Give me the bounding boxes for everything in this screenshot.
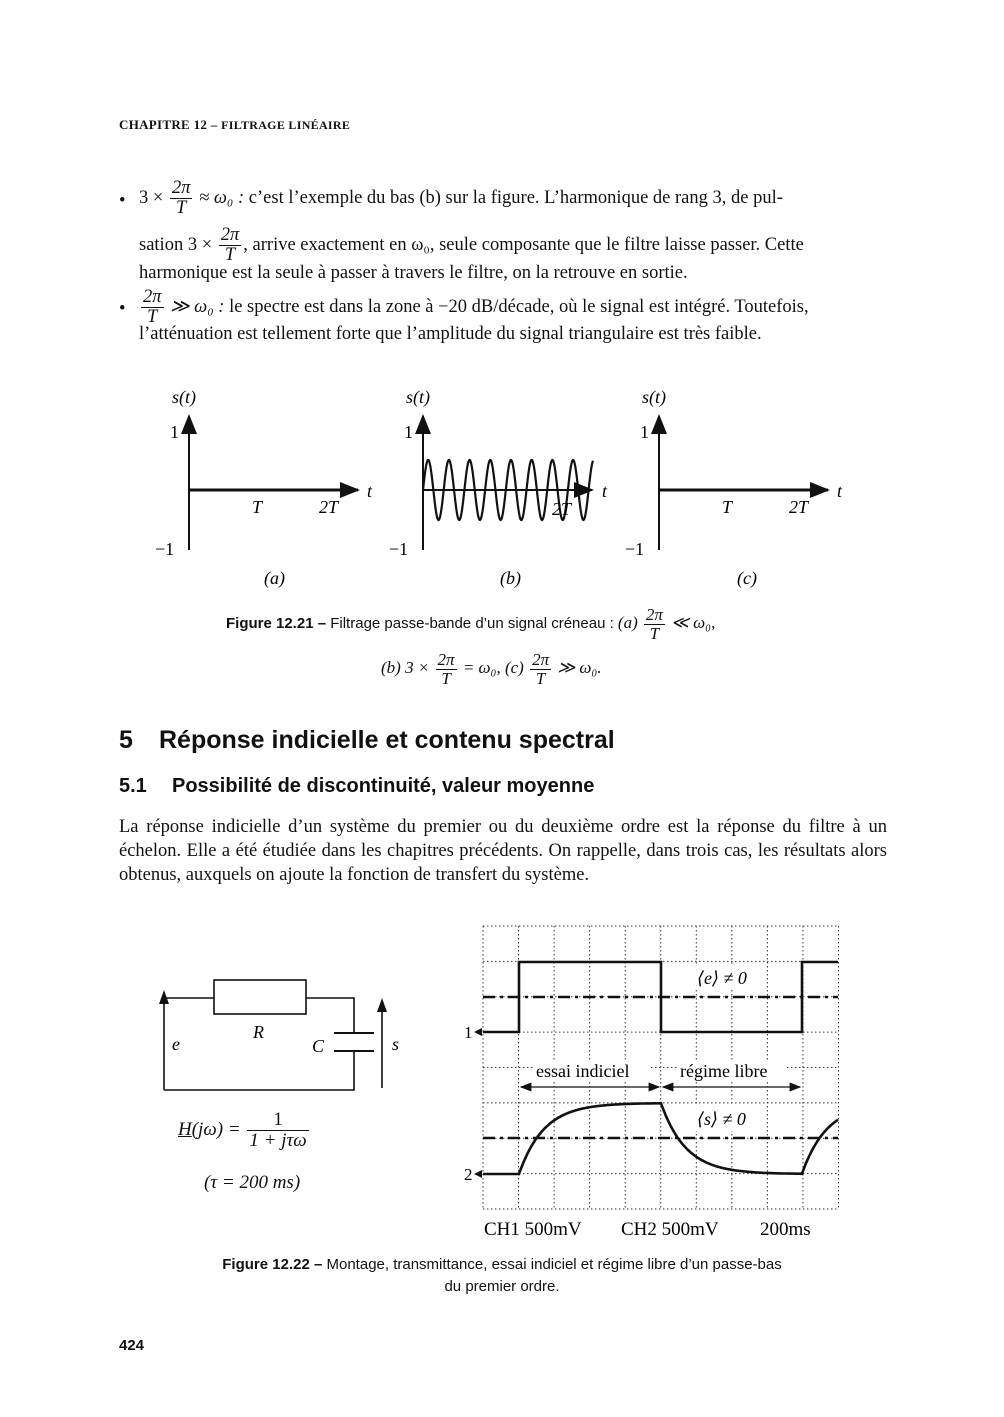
x-axis-label: t	[837, 481, 843, 501]
caption-dash: –	[317, 615, 327, 632]
mean-s-label: ⟨s⟩ ≠ 0	[697, 1109, 746, 1129]
plot-panel-b	[389, 387, 608, 589]
output-arrow-head	[377, 998, 387, 1012]
mean-e-label: ⟨e⟩ ≠ 0	[697, 968, 747, 988]
step-test-label: essai indiciel	[536, 1061, 630, 1081]
ch1-marker: 1	[464, 1023, 473, 1042]
panel-label-b: (b)	[500, 568, 521, 588]
caption-text: Filtrage passe-bande d’un signal créneau :	[330, 615, 614, 632]
bullet-marker: •	[119, 191, 126, 211]
running-head-chapter-number: 12	[193, 117, 208, 132]
free-regime-label: régime libre	[680, 1061, 768, 1081]
transfer-function	[178, 1110, 311, 1151]
caption-relation: = ω₀,	[462, 658, 501, 677]
bullet-spectrum-integrated	[119, 285, 887, 347]
fraction-2pi-over-T: $\frac{2\pi}{T}$	[143, 286, 162, 328]
caption-text-continued: du premier ordre.	[444, 1278, 560, 1295]
bullet-lead: 3 ×	[139, 188, 164, 208]
panel-label-c: (c)	[737, 568, 757, 588]
tick-label-y-bottom: −1	[389, 539, 409, 559]
y-axis-label: s(t)	[172, 387, 196, 407]
tick-label-2T: 2T	[552, 499, 572, 519]
readout-ch2: CH2 500mV	[621, 1219, 719, 1240]
tick-label-y-top: 1	[404, 422, 413, 442]
wire-bottom	[164, 1051, 354, 1090]
fraction-2pi-over-T: $\frac{2\pi}{T}$	[171, 177, 191, 219]
tick-label-y-bottom: −1	[625, 539, 645, 559]
oscilloscope-screen	[460, 920, 850, 1245]
section-heading	[119, 726, 615, 755]
bullet-text: c’est l’exemple du bas (b) sur la figure. L’harmonique de rang 3, de pul-	[248, 188, 783, 208]
y-axis-label: s(t)	[406, 387, 430, 407]
bullet-relation: ≫ ω₀ :	[170, 297, 225, 317]
ch2-marker-arrow	[474, 1170, 482, 1178]
fraction-2pi-over-T: $\frac{2\pi}{T}$	[437, 649, 455, 688]
tick-label-y-bottom: −1	[155, 539, 175, 559]
transfer-lhs: H	[178, 1118, 192, 1140]
figure-12-21-caption	[226, 600, 786, 690]
wire-top-right	[306, 998, 354, 1033]
readout-timebase: 200ms	[760, 1219, 811, 1240]
fraction-2pi-over-T: $\frac{2\pi}{T}$	[645, 604, 663, 643]
tick-label-y-top: 1	[640, 422, 649, 442]
bullet-line: harmonique est la seule à passer à travers le filtre, on la retrouve en sortie.	[139, 263, 688, 283]
caption-text: Montage, transmittance, essai indiciel et régime libre d’un passe-bas	[326, 1256, 782, 1273]
subsection-number: 5.1	[119, 775, 147, 797]
bullet-harmonic-3	[119, 175, 887, 286]
running-head	[119, 117, 350, 133]
transfer-arg: (jω) =	[191, 1118, 241, 1140]
label-R: R	[253, 1022, 264, 1042]
subsection-heading	[119, 775, 594, 798]
bullet-text: sation 3 ×	[139, 235, 213, 255]
tick-label-T: T	[252, 497, 263, 517]
running-head-chapter-word: CHAPITRE	[119, 117, 191, 132]
x-axis-label: t	[367, 481, 373, 501]
tick-label-2T: 2T	[319, 497, 339, 517]
transfer-fraction: $\frac{1}{\text{1 + jτω}}$	[249, 1109, 307, 1151]
x-axis-label: t	[602, 481, 608, 501]
plot-panel-a	[155, 387, 373, 589]
panel-label-a: (a)	[264, 568, 285, 588]
caption-number: Figure 12.21	[226, 615, 314, 632]
ch1-marker-arrow	[474, 1028, 482, 1036]
figure-12-22-caption	[150, 1254, 854, 1298]
bullet-text: , arrive exactement en ω₀, seule composante que le filtre laisse passer. Cette	[243, 235, 804, 255]
caption-relation: ≪ ω₀,	[671, 613, 716, 632]
readout-ch1: CH1 500mV	[484, 1219, 582, 1240]
plot-panel-c	[625, 387, 843, 589]
caption-part-c: (c)	[504, 658, 524, 677]
caption-relation: ≫ ω₀.	[557, 658, 602, 677]
fraction-2pi-over-T: $\frac{2\pi}{T}$	[220, 224, 240, 266]
section-title: Réponse indicielle et contenu spectral	[159, 726, 615, 754]
caption-number: Figure 12.22	[222, 1256, 310, 1273]
y-axis-label: s(t)	[642, 387, 666, 407]
body-paragraph: La réponse indicielle d’un système du premier ou du deuxième ordre est la réponse du filtre à un échelon. Elle a été étudiée dans les chapitres précédents. On rappelle, dans trois cas, les résultats alors obtenus, auxquels on ajoute la fonction de transfert du système.	[119, 817, 887, 885]
bullet-line	[139, 175, 887, 222]
time-constant: (τ = 200 ms)	[204, 1172, 301, 1193]
ch2-marker: 2	[464, 1165, 473, 1184]
fraction-2pi-over-T: $\frac{2\pi}{T}$	[532, 649, 550, 688]
bullet-line: l’atténuation est tellement forte que l’amplitude du signal triangulaire est très faible.	[139, 324, 762, 344]
caption-dash: –	[313, 1256, 323, 1273]
input-arrow-head	[159, 990, 169, 1004]
bullet-text: le spectre est dans la zone à −20 dB/décade, où le signal est intégré. Toutefois,	[229, 297, 809, 317]
tick-label-2T: 2T	[789, 497, 809, 517]
bullet-relation: ≈ ω₀ :	[199, 188, 245, 208]
running-head-separator: –	[210, 117, 218, 132]
page-number: 424	[119, 1337, 145, 1354]
caption-part-a: (a)	[617, 613, 638, 632]
label-C: C	[312, 1036, 325, 1056]
caption-part-b: (b) 3 ×	[381, 658, 430, 677]
subsection-title: Possibilité de discontinuité, valeur moyenne	[172, 775, 595, 797]
resistor-R	[214, 980, 306, 1014]
tick-label-T: T	[722, 497, 733, 517]
label-s: s	[392, 1034, 400, 1054]
figure-12-21-plots	[140, 380, 860, 595]
tick-label-y-top: 1	[170, 422, 179, 442]
bullet-marker: •	[119, 299, 126, 319]
section-number: 5	[119, 726, 133, 754]
running-head-chapter-title: FILTRAGE LINÉAIRE	[221, 118, 351, 132]
label-e: e	[172, 1034, 180, 1054]
